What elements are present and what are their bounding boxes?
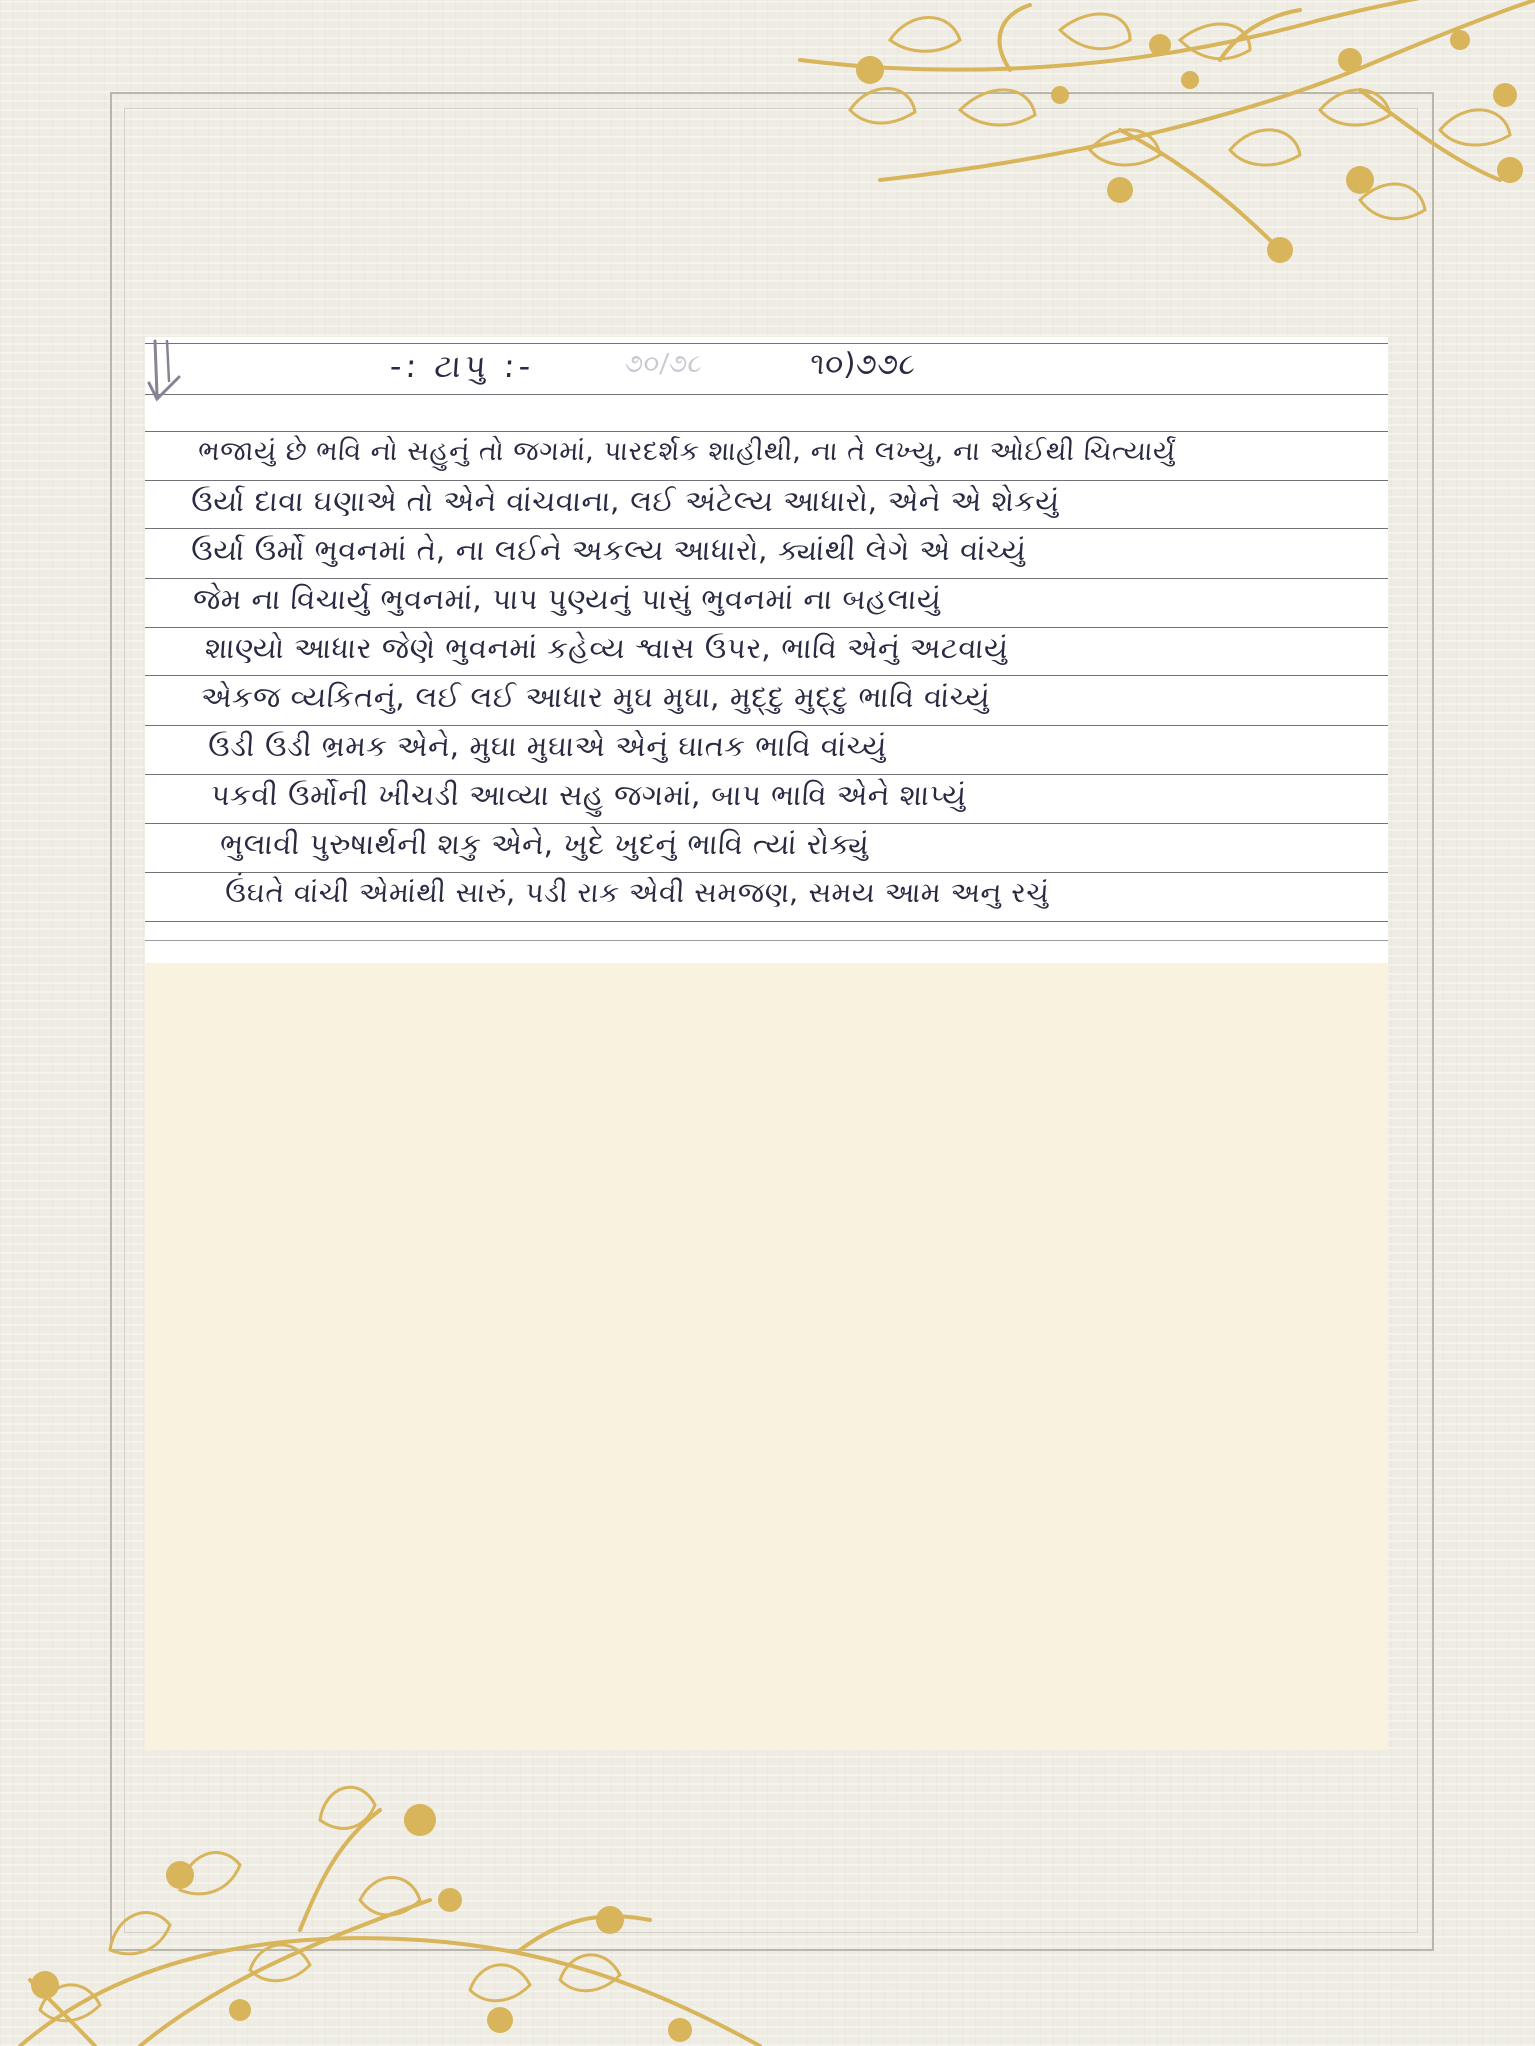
ruled-line	[145, 675, 1388, 676]
ruled-line	[145, 823, 1388, 824]
note-number: ૧૦)૭૭૮	[808, 347, 917, 382]
ruled-line	[145, 480, 1388, 481]
margin-mark-icon	[145, 337, 195, 407]
gold-branch-top-icon	[760, 0, 1535, 300]
poem-line: એકજ વ્યકિતનું, લઈ લઈ આધાર મુઘ મુઘા, મુદ્દુ મુદ્દુ ભાવિ વાંચ્યું	[199, 680, 992, 714]
ruled-line	[145, 528, 1388, 529]
ruled-line	[145, 578, 1388, 579]
ruled-line	[145, 431, 1388, 432]
poem-line: ઉડી ઉડી ભ્રમક એને, મુઘા મુઘાએ એનું ઘાતક ભાવિ વાંચ્યું	[206, 729, 889, 763]
poem-line: જેમ ના વિચાર્યુ ભુવનમાં, પાપ પુણ્યનું પાસું ભુવનમાં ના બહલાયું	[191, 582, 943, 616]
ruled-line	[145, 725, 1388, 726]
poem-line: ભજાયું છે ભવિ નો સહુનું તો જગમાં, પારદર્શક શાહીથી, ના તે લખ્યુ, ના ઓઈથી ચિત્યાર્યું	[196, 436, 1177, 467]
ruled-line	[145, 627, 1388, 628]
poem-line: પકવી ઉર્મોની ખીચડી આવ્યા સહુ જગમાં, બાપ ભાવિ એને શાપ્યું	[209, 778, 968, 812]
note-title: -: ટાપુ :-	[388, 347, 536, 385]
ruled-line	[145, 343, 1388, 344]
ruled-line	[145, 921, 1388, 922]
ruled-line	[145, 774, 1388, 775]
poem-line: ઉર્યા દાવા ઘણાએ તો એને વાંચવાના, લઈ અંટેલ્ય આધારો, એને એ શેકયું	[189, 484, 1061, 518]
handwritten-note-sheet	[145, 337, 1388, 963]
ruled-line	[145, 872, 1388, 873]
poem-line: ભુલાવી પુરુષાર્થની શકુ એને, ખુદે ખુદનું ભાવિ ત્યાં રોક્યું	[218, 827, 871, 861]
poem-line: ઉર્યા ઉર્મો ભુવનમાં તે, ના લઈને અકલ્ય આધારો, ક્યાંથી લેગે એ વાંચ્યું	[189, 533, 1028, 567]
note-faint-date: ૭૦/૭૮	[623, 349, 704, 379]
poem-line: ઉંઘતે વાંચી એમાંથી સારું, પડી રાક એવી સમજણ, સમય આમ અનુ રચું	[223, 876, 1051, 909]
ruled-line	[145, 940, 1388, 941]
gold-branch-bottom-icon	[0, 1780, 800, 2046]
ruled-line	[145, 394, 1388, 395]
poem-line: શાણ્યો આધાર જેણે ભુવનમાં કહેવ્ય શ્વાસ ઉપર, ભાવિ એનું અટવાયું	[203, 631, 1010, 665]
